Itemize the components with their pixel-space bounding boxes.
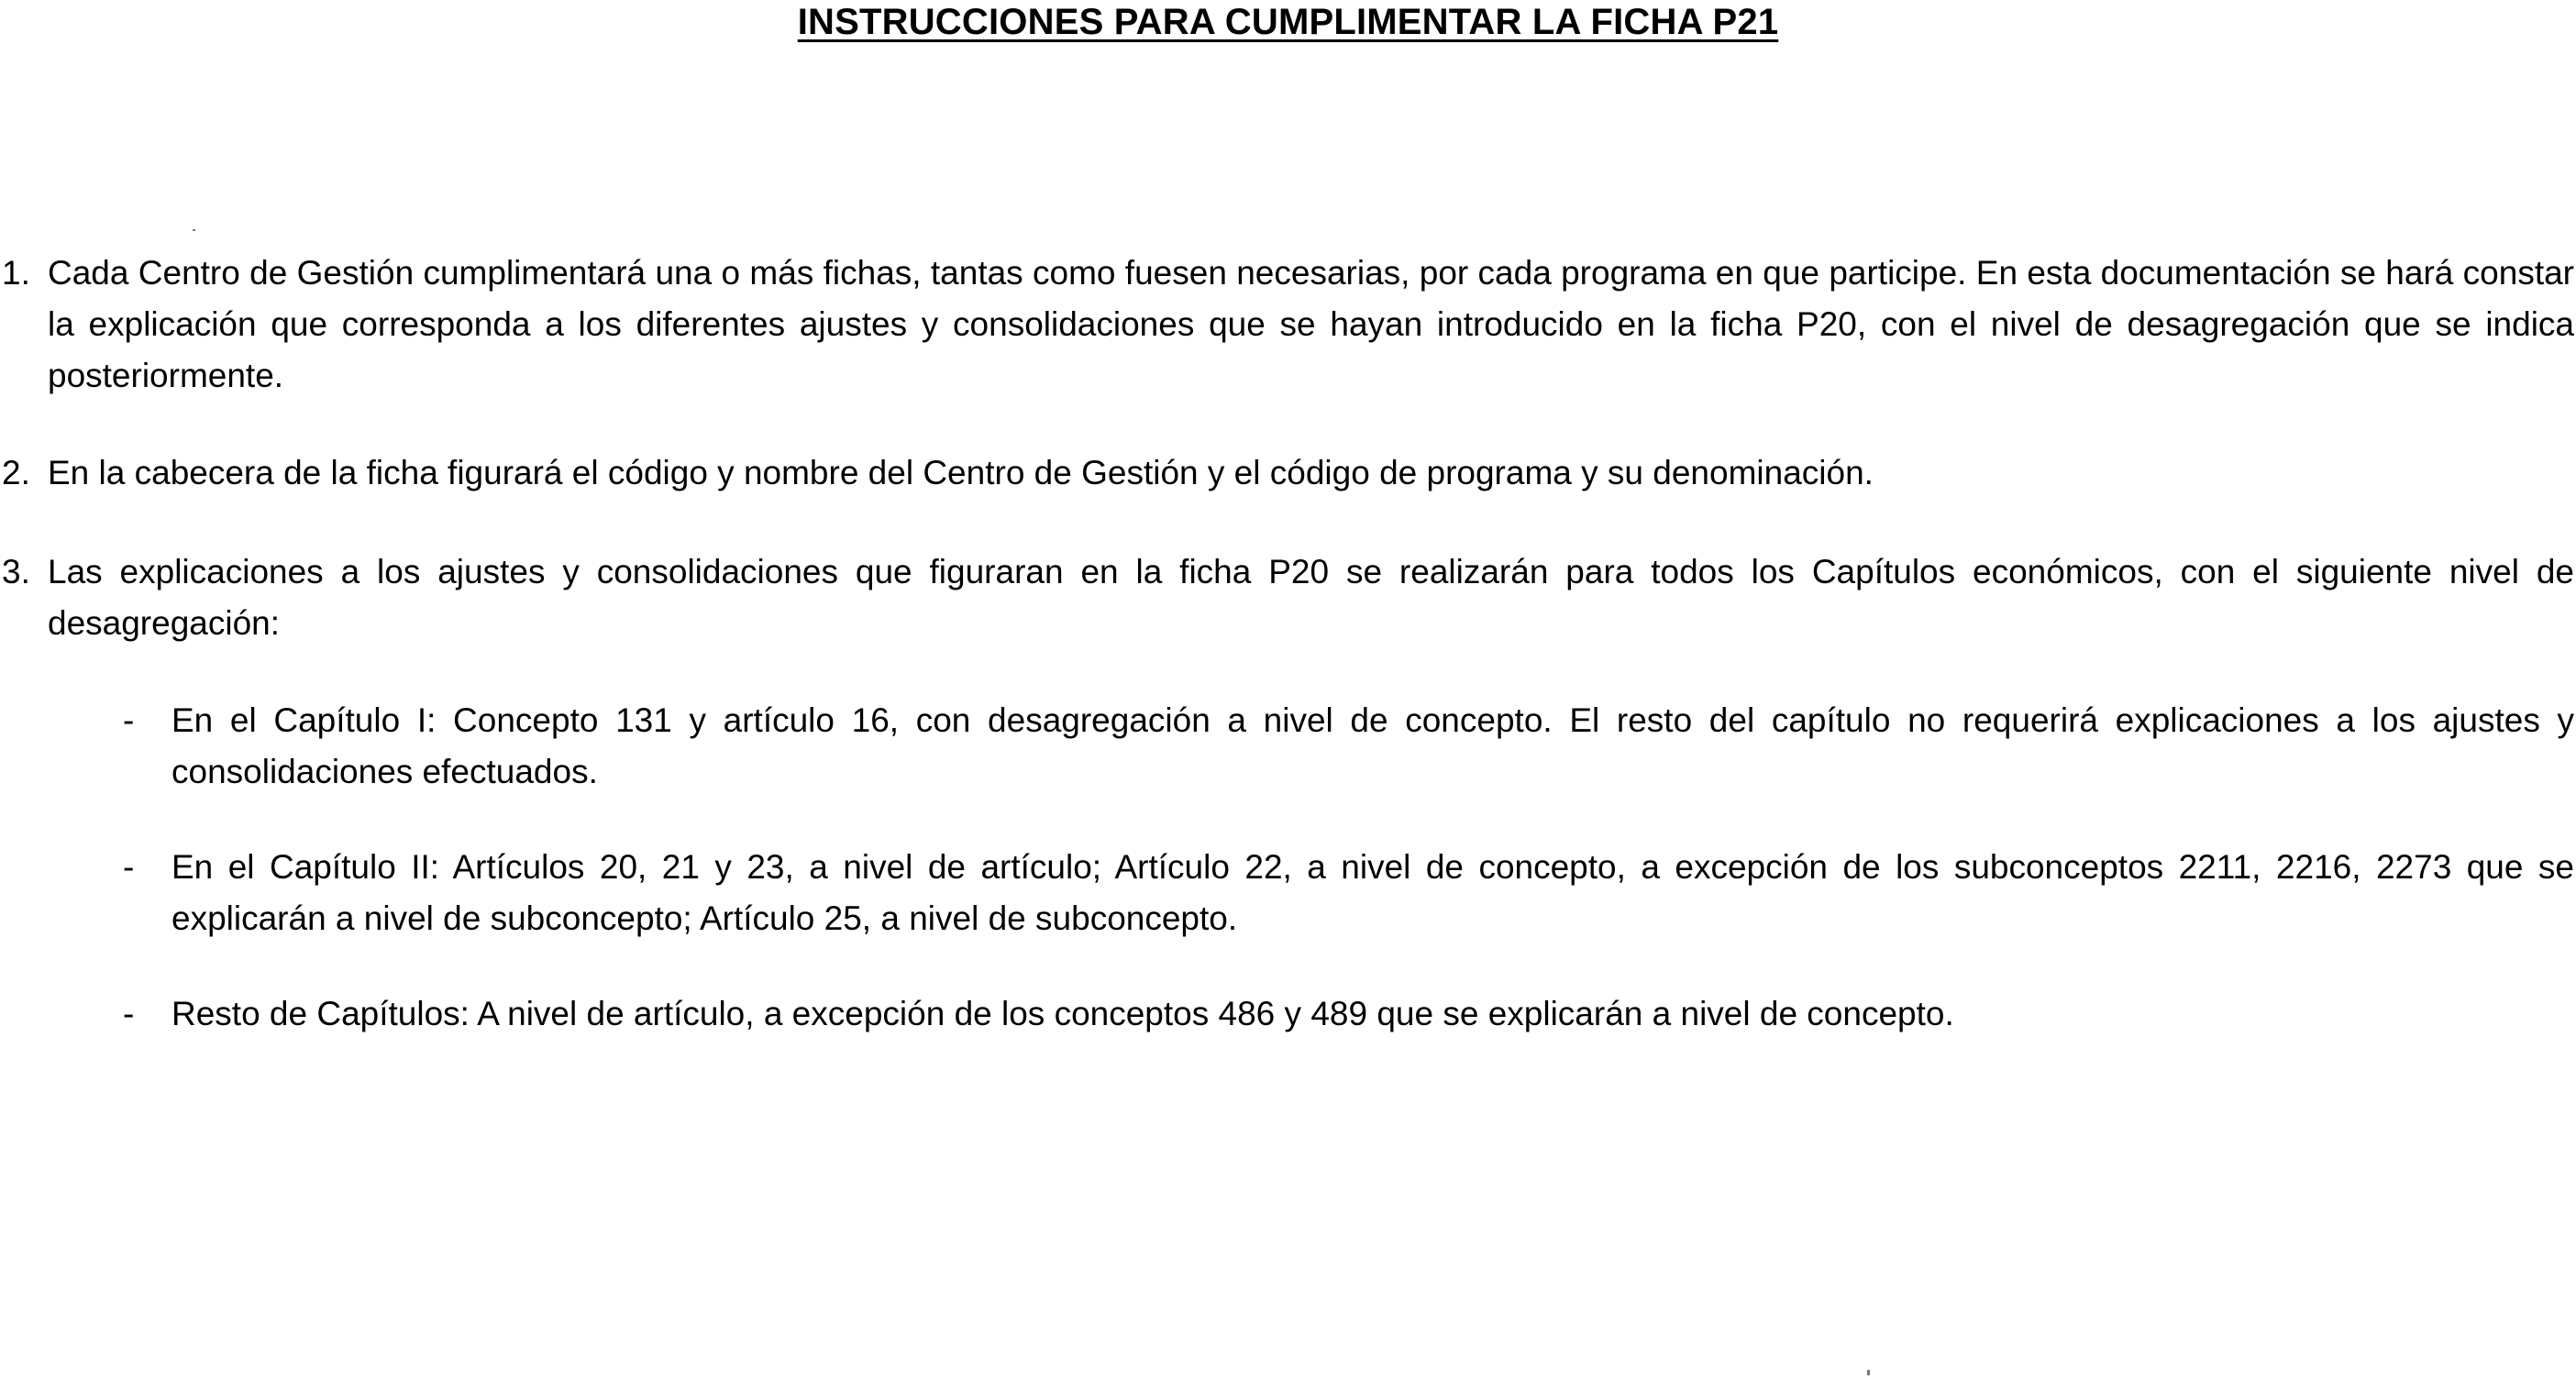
list-item-number: 1. <box>2 254 30 292</box>
sub-item-bullet: - <box>123 848 135 886</box>
sub-item-chapter-1 <box>0 695 2576 798</box>
list-item-number: 2. <box>2 454 30 491</box>
document-title-text: INSTRUCCIONES PARA CUMPLIMENTAR LA FICHA P21 <box>797 2 1779 42</box>
list-item-2 <box>0 447 2576 499</box>
list-item-text: En la cabecera de la ficha figurará el código y nombre del Centro de Gestión y el código de programa y su denominación. <box>48 454 1874 491</box>
sub-item-bullet: - <box>123 701 135 739</box>
document-title <box>0 0 2576 44</box>
list-item-number: 3. <box>2 553 30 590</box>
list-item-3 <box>0 546 2576 649</box>
sub-item-bullet: - <box>123 995 135 1032</box>
scan-speck <box>193 229 195 231</box>
list-item-1 <box>0 248 2576 402</box>
sub-item-text: En el Capítulo II: Artículos 20, 21 y 23, a nivel de artículo; Artículo 22, a nivel de concepto, a excepción de los subconceptos 2211, 2216, 2273 que se explicarán a nivel de subconcepto; Artículo 25, a nivel de subconcepto. <box>171 848 2574 937</box>
scan-speck <box>1867 1370 1870 1375</box>
sub-item-other-chapters <box>0 988 2576 1040</box>
sub-item-text: Resto de Capítulos: A nivel de artículo, a excepción de los conceptos 486 y 489 que se explicarán a nivel de concepto. <box>171 995 1954 1032</box>
sub-item-text: En el Capítulo I: Concepto 131 y artículo 16, con desagregación a nivel de concepto. El resto del capítulo no requerirá explicaciones a los ajustes y consolidaciones efectuados. <box>171 701 2574 790</box>
sub-item-chapter-2 <box>0 842 2576 944</box>
list-item-text: Cada Centro de Gestión cumplimentará una o más fichas, tantas como fuesen necesarias, por cada programa en que participe. En esta documentación se hará constar la explicación que corresponda a los diferentes ajustes y consolidaciones que se hayan introducido en la ficha P20, con el nivel de desagregación que se indica posteriormente. <box>48 254 2574 394</box>
list-item-text: Las explicaciones a los ajustes y consolidaciones que figuraran en la ficha P20 se realizarán para todos los Capítulos económicos, con el siguiente nivel de desagregación: <box>48 553 2574 642</box>
